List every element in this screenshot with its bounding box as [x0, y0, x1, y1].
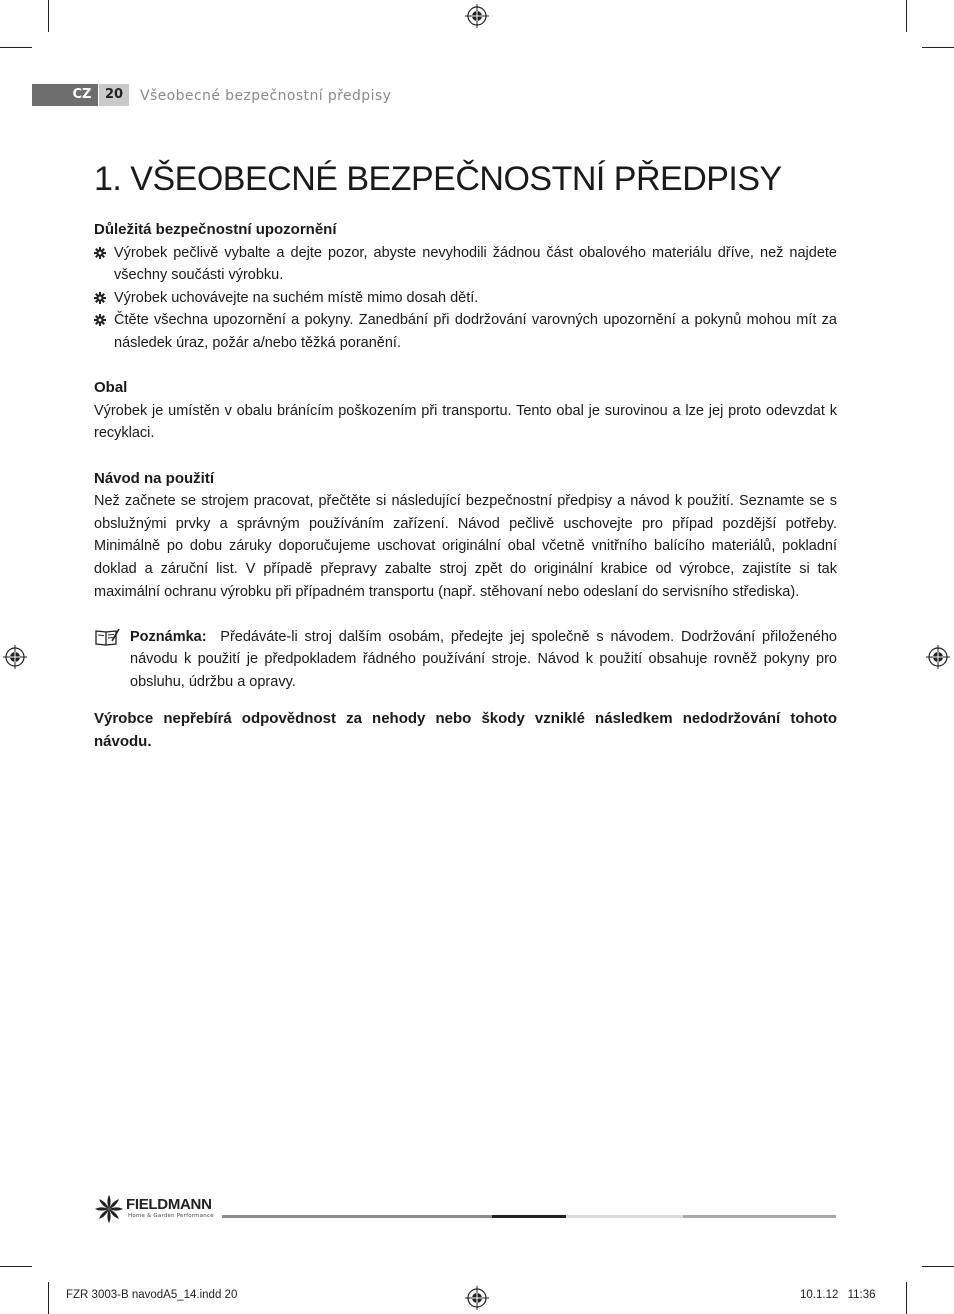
manual-text: Než začnete se strojem pracovat, přečtěte si následující bezpečnostní předpisy a návod k použití. Seznamte se s obslužnými prvky a správným používáním zařízení. Návod pečlivě uschovejte pro případ pozdější potřeby. Minimálně po dobu záruky doporučujeme uschovat originální obal včetně vnitřního balícího materiálů, pokladní doklad a záruční list. V případě přepravy zabalte stroj zpět do originální krabice od výrobce, zajistíte si tak maximální ochranu výrobku při případném transportu (např. stěhovaní nebo odeslaní do servisního střediska). [94, 493, 837, 600]
manual-heading: Návod na použití [94, 469, 214, 487]
gear-icon [94, 292, 106, 304]
page-title: 1. VŠEOBECNÉ BEZPEČNOSTNÍ PŘEDPISY [94, 160, 782, 198]
crop-mark [0, 47, 32, 48]
packaging-heading: Obal [94, 379, 128, 397]
crop-mark [48, 1282, 49, 1314]
packaging-text: Výrobek je umístěn v obalu bránícím poškozením při transportu. Tento obal je surovinou a lze jej proto odevzdat k recyklaci. [94, 402, 837, 442]
open-book-icon [94, 628, 120, 646]
running-header: Všeobecné bezpečnostní předpisy [140, 88, 392, 104]
page-number: 20 [99, 84, 129, 106]
brand-tagline: Home & Garden Performance [128, 1213, 214, 1219]
print-time: 11:36 [847, 1289, 876, 1301]
crop-mark [0, 1266, 32, 1267]
print-timestamp [800, 1287, 876, 1303]
main-content [94, 219, 837, 754]
crop-mark [922, 1266, 954, 1267]
disclaimer: Výrobce nepřebírá odpovědnost za nehody nebo škody vzniklé následkem nedodržování tohoto návodu. [94, 710, 837, 751]
list-item: Výrobek pečlivě vybalte a dejte pozor, abyste nevyhodili žádnou část obalového materiálu dříve, než najdete všechny součásti výrobku. [94, 242, 837, 287]
crop-mark [48, 0, 49, 32]
footer-rule [222, 1215, 492, 1218]
safety-heading: Důležitá bezpečnostní upozornění [94, 221, 337, 238]
footer-rule [566, 1215, 683, 1218]
print-date: 10.1.12 [800, 1289, 839, 1301]
gear-icon [94, 314, 106, 326]
list-item: Výrobek uchovávejte na suchém místě mimo dosah dětí. [94, 287, 837, 310]
gear-icon [94, 247, 106, 259]
crop-mark [906, 1282, 907, 1314]
safety-list [94, 242, 837, 355]
crop-mark [906, 0, 907, 32]
crop-mark [922, 47, 954, 48]
footer-rule [492, 1215, 566, 1218]
fieldmann-logo-icon [94, 1194, 124, 1224]
note-text: Předáváte-li stroj dalším osobám, předejte jej společně s návodem. Dodržování přiloženého návodu k použití je předpokladem řádného používání stroje. Návod k použití obsahuje rovněž pokyny pro obsluhu, údržbu a opravy. [130, 628, 837, 690]
note-label: Poznámka: [130, 628, 207, 645]
brand-name: FIELDMANN [126, 1196, 212, 1213]
registration-mark-icon [465, 1286, 489, 1310]
file-info: FZR 3003-B navodA5_14.indd 20 [66, 1289, 238, 1301]
note-block [94, 626, 837, 694]
registration-mark-icon [3, 645, 27, 669]
footer-rule [683, 1215, 836, 1218]
language-code: CZ [72, 87, 92, 102]
list-item: Čtěte všechna upozornění a pokyny. Zanedbání při dodržování varovných upozornění a pokynů mohou mít za následek úraz, požár a/nebo těžká poranění. [94, 309, 837, 354]
registration-mark-icon [465, 4, 489, 28]
registration-mark-icon [926, 645, 950, 669]
